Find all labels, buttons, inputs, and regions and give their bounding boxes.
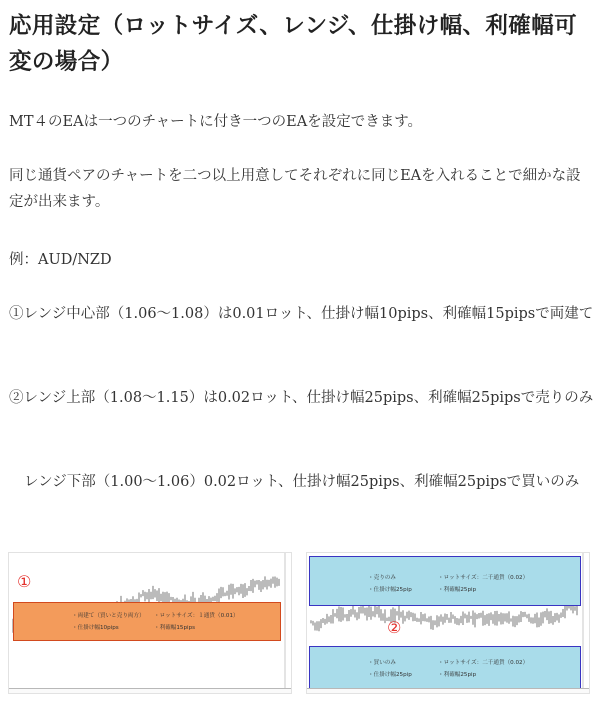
zone-label-mode: ・両建て（買いと売り両方） (72, 613, 145, 619)
zone-label-entry: ・仕掛け幅10pips (72, 625, 119, 631)
chart-number-1: ① (17, 572, 32, 591)
paragraph-multiple-charts: 同じ通貨ペアのチャートを二つ以上用意してそれぞれに同じEAを入れることで細かな設定が出来ます。 (9, 168, 581, 210)
chart-number-2: ② (387, 618, 402, 637)
upper-label-lot: ・ロットサイズ：二千通貨（0.02） (438, 575, 529, 581)
upper-label-mode: ・売りのみ (368, 575, 396, 581)
chart-screenshot-upper-lower-range (306, 552, 590, 694)
lower-label-mode: ・買いのみ (368, 660, 396, 666)
paragraph-example-pair: 例：AUD/NZD (9, 252, 112, 268)
lower-range-zone (309, 646, 581, 690)
upper-label-entry: ・仕掛け幅25pip (368, 587, 412, 593)
upper-range-zone (309, 556, 581, 606)
paragraph-ea-per-chart: MT４のEAは一つのチャートに付き一つのEAを設定できます。 (9, 114, 423, 130)
zone-label-lot: ・ロットサイズ：１通貨（0.01） (154, 613, 239, 619)
paragraph-range-center: ①レンジ中心部（1.06〜1.08）は0.01ロット、仕掛け幅10pips、利確幅15pipsで両建て (9, 306, 594, 322)
time-axis (307, 688, 589, 693)
section-heading: 応用設定（ロットサイズ、レンジ、仕掛け幅、利確幅可変の場合） (9, 13, 578, 75)
time-axis (9, 688, 291, 693)
zone-label-tp: ・利確幅15pips (154, 625, 196, 631)
center-range-zone (13, 602, 281, 641)
lower-label-entry: ・仕掛け幅25pip (368, 672, 412, 678)
paragraph-range-lower: レンジ下部（1.00〜1.06）0.02ロット、仕掛け幅25pips、利確幅25pipsで買いのみ (24, 474, 580, 490)
lower-label-lot: ・ロットサイズ：二千通貨（0.02） (438, 660, 529, 666)
chart-screenshot-center-range (8, 552, 292, 694)
paragraph-range-upper: ②レンジ上部（1.08〜1.15）は0.02ロット、仕掛け幅25pips、利確幅25pipsで売りのみ (9, 390, 594, 406)
lower-label-tp: ・利確幅25pip (438, 672, 477, 678)
upper-label-tp: ・利確幅25pip (438, 587, 477, 593)
